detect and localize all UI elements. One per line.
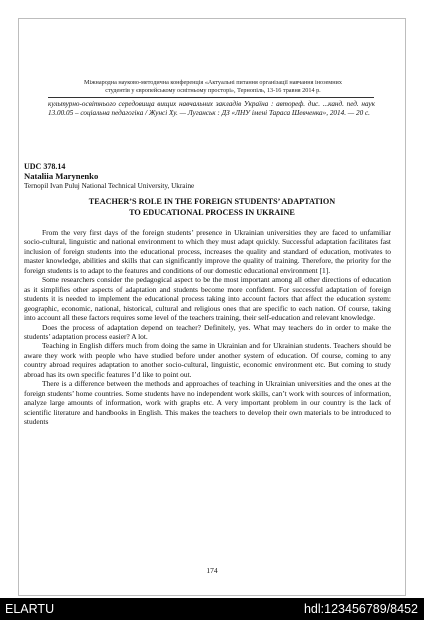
header-rule [48, 97, 374, 98]
paragraph: Does the process of adaptation depend on teacher? Definitely, yes. What may teachers do in order to make the students’ adaptation process easier? A lot. [24, 322, 391, 341]
paragraph: Teaching in English differs much from doing the same in Ukrainian and for Ukrainian students. Teachers should be aware they work with people who have studied before under another system of education. Of course, coming to any country abroad requires adaptation to another socio-cultural, linguistic, economic environment etc. But coming to study abroad has its own specific features I’d like to point out. [24, 341, 391, 379]
author-name: Nataliia Marynenko [24, 171, 99, 181]
reference-continuation: культурно-освітнього середовища вищих навчальних закладів Україна : автореф. дис. ...канд. пед. наук 13.00.05 – соціальна педагогіка / Жунсі Ху. — Луганськ : ДЗ «ЛНУ імені Тараса Шевченка», 2014. — 20 с. [48, 100, 375, 118]
conference-header-line: Міжнародна науково-методична конференція «Актуальні питання організації навчання іноземних [84, 79, 342, 86]
article-title [40, 196, 384, 218]
udc-code: UDC 378.14 [24, 162, 66, 171]
paragraph: From the very first days of the foreign students’ presence in Ukrainian universities they are faced to unfamiliar socio-cultural, linguistic and national environment to which they must adapt quickly. Successful adaptation facilitates fast inclusion of foreign students into the educational process, increases the quality and standard of education, motivates to master knowledge, abilities and skills that can significantly improve the quality of training. Therefore, the priority for the foreign students is to adapt to the features and conditions of our domestic educational environment [1]. [24, 228, 391, 275]
conference-header-line: студентів у європейському освітньому просторі», Тернопіль, 13-16 травня 2014 р. [105, 86, 321, 94]
author-affiliation: Ternopil Ivan Puluj National Technical University, Ukraine [24, 182, 195, 190]
page-number: 174 [206, 566, 218, 575]
conference-header [48, 79, 378, 94]
article-body [24, 228, 391, 427]
paragraph: There is a difference between the methods and approaches of teaching in Ukrainian universities and the ones at the foreign students’ home countries. Some students have no independent work skills, can’t work with sources of information, analyze large amounts of information, work with graphs etc. A very important problem in our country is the lack of scientific literature and handbooks in English. This makes the teachers to develop their own materials to be introduced to students [24, 379, 391, 427]
article-title-line: TO EDUCATIONAL PROCESS IN UKRAINE [129, 208, 295, 217]
handle-identifier: hdl:123456789/8452 [303, 602, 418, 616]
repository-name: ELARTU [5, 602, 55, 616]
paragraph: Some researchers consider the pedagogical aspect to be the most important among all other directions of education as it simplifies other aspects of adaptation and students become more confident. For successful adaptation of foreign students it is needed to implement the educational process taking into account factors that affect the education system: geographic, economic, national, historical, cultural and religious ones that are specific to each nation. Of course, taking into account all these factors requires some level of the teachers training, their self-education and relevant knowledge. [24, 275, 391, 323]
article-title-line: TEACHER’S ROLE IN THE FOREIGN STUDENTS’ ADAPTATION [88, 197, 336, 206]
footer-bar [0, 598, 424, 620]
